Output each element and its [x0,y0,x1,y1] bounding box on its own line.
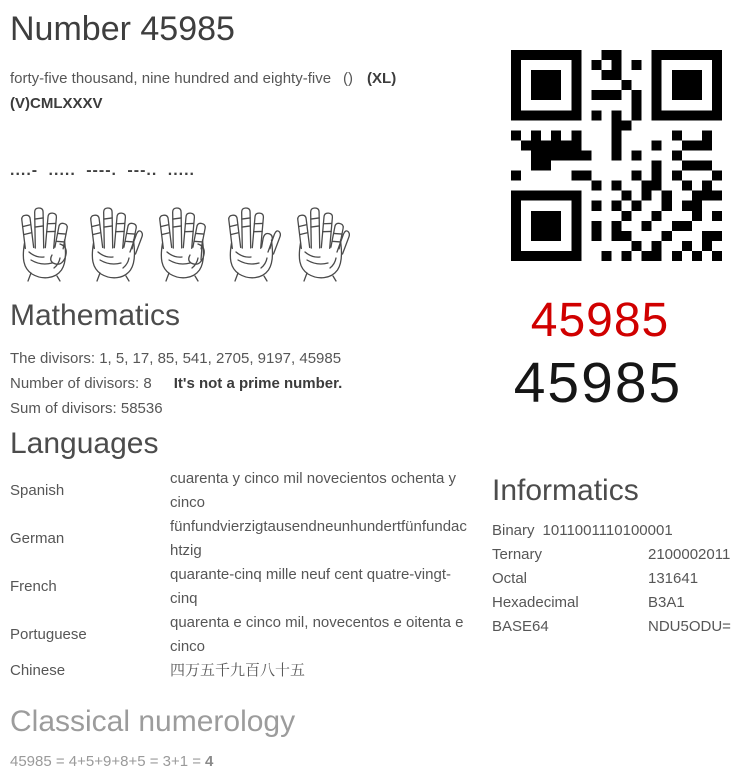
big-number-black: 45985 [513,351,683,415]
informatics-label: BASE64 [492,618,549,635]
language-row-spanish [10,467,480,515]
number-in-words [10,66,482,116]
roman-numeral: (XL)(V)CMLXXXV [10,70,397,112]
numerology-heading: Classical numerology [10,705,296,738]
divisor-count-text: Number of divisors: 8 [10,375,152,392]
informatics-value: B3A1 [648,594,685,611]
informatics-value: 131641 [648,570,699,587]
sum-of-divisors-line: Sum of divisors: 58536 [10,400,163,417]
informatics-label: Binary [492,522,535,539]
informatics-value: 2100002011 [648,546,731,563]
informatics-label: Ternary [492,546,543,563]
hand-sign-4-icon [8,202,74,282]
number-words-text: forty-five thousand, nine hundred and eighty-five [10,70,332,87]
informatics-value: 1011001110100001 [542,522,673,539]
hand-sign-9-icon [146,202,212,282]
language-name: Spanish [10,482,65,499]
numerology-result: 4 [205,753,214,770]
informatics-row-hexadecimal [492,591,731,615]
prime-note: It's not a prime number. [173,375,343,392]
divisor-count-line [10,371,342,396]
language-row-french [10,563,480,611]
language-value: 四万五千九百八十五 [170,662,306,679]
hand-sign-5b-icon [284,202,350,282]
languages-heading: Languages [10,427,159,460]
divisors-line: The divisors: 1, 5, 17, 85, 541, 2705, 9197, 45985 [10,350,342,367]
hand-sign-8-icon [215,202,281,282]
numerology-line [10,753,213,770]
language-name: French [10,578,57,595]
hand-signs-row [8,202,350,282]
language-value: quarante-cinq mille neuf cent quatre-vingt-cinq [170,566,451,607]
language-row-german [10,515,480,563]
language-name: Chinese [10,662,66,679]
informatics-label: Hexadecimal [492,594,579,611]
language-value: quarenta e cinco mil, novecentos e oitenta e cinco [170,614,464,655]
numerology-expression: 45985 = 4+5+9+8+5 = 3+1 = [10,753,202,770]
hand-sign-5-icon [77,202,143,282]
page-title: Number 45985 [10,10,235,48]
informatics-label: Octal [492,570,528,587]
language-value: cuarenta y cinco mil novecientos ochenta y cinco [170,470,456,511]
morse-code: ....- ..... ----. ---.. ..... [10,162,195,179]
language-value: fünfundvierzigtausendneunhundertfünfundachtzig [170,518,467,559]
language-row-portuguese [10,611,480,659]
informatics-heading: Informatics [492,474,639,507]
mathematics-heading: Mathematics [10,299,181,332]
informatics-row-base64 [492,615,731,639]
informatics-value: NDU5ODU= [648,618,731,635]
empty-parens: () [343,70,354,87]
qr-code [511,50,722,261]
mathematics-section [10,346,342,421]
informatics-row-ternary [492,543,731,567]
language-name: Portuguese [10,626,87,643]
languages-table [10,467,480,683]
language-name: German [10,530,65,547]
language-row-chinese [10,659,480,683]
big-number-red: 45985 [530,294,670,347]
informatics-table [492,519,731,639]
informatics-row-binary [492,519,731,543]
informatics-row-octal [492,567,731,591]
